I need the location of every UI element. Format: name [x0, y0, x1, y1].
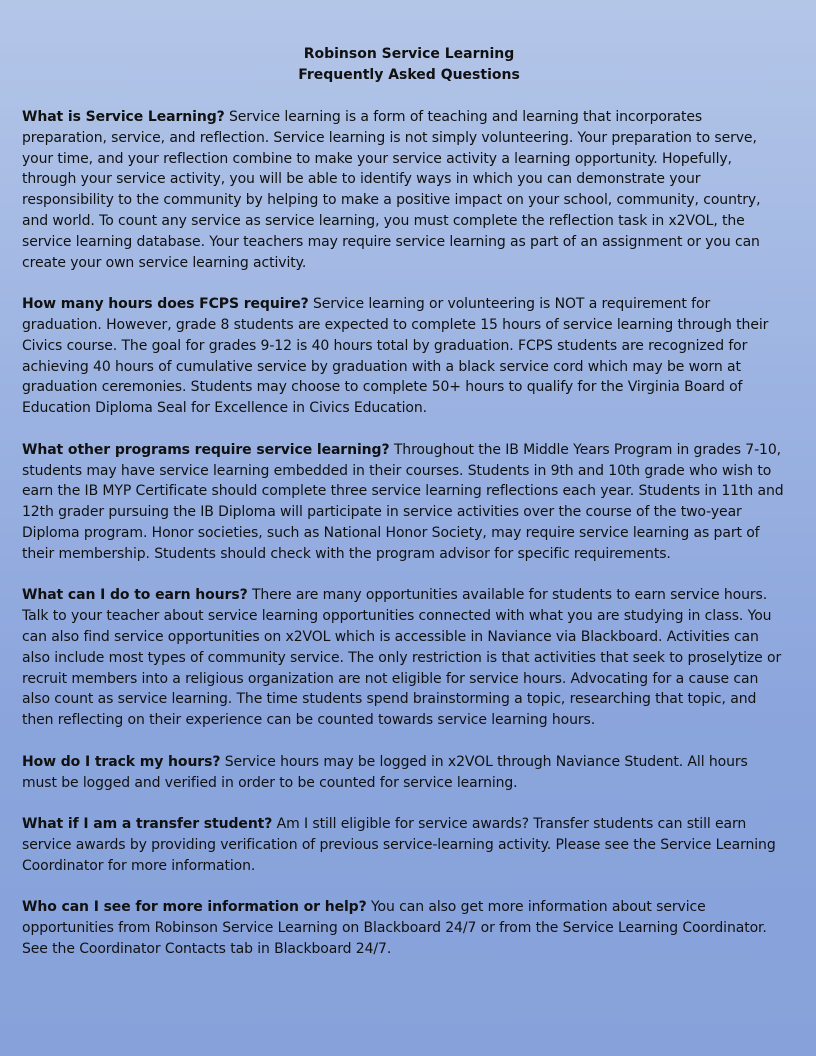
document-title: Robinson Service Learning: [303, 46, 515, 62]
document-header: [22, 44, 786, 86]
faq-question: What other programs require service learning?: [22, 441, 390, 458]
faq-item-more-information: [22, 897, 786, 959]
faq-answer: There are many opportunities available for students to earn service hours. Talk to your teacher about service learning opportunities connected with what you are studying in class. You can also find service opportunities on x2VOL which is accessible in Naviance via Blackboard. Activities can also include most types of community service. The only restriction is that activities that seek to proselytize or recruit members into a religious organization are not eligible for service hours. Advocating for a cause can also count as service learning. The time students spend brainstorming a topic, researching that topic, and then reflecting on their experience can be counted towards service learning hours.: [22, 587, 782, 729]
faq-question: Who can I see for more information or help?: [22, 899, 367, 916]
faq-question: How many hours does FCPS require?: [22, 296, 309, 313]
faq-question: What is Service Learning?: [22, 109, 225, 125]
faq-question: What can I do to earn hours?: [22, 587, 248, 604]
faq-answer: Am I still eligible for service awards? Transfer students can still earn service awards by providing verification of previous service-learning activity. Please see the Service Learning Coordinator for more information.: [22, 816, 776, 874]
faq-item-earn-hours: [22, 585, 786, 731]
faq-answer: Service learning or volunteering is NOT a requirement for graduation. However, grade 8 students are expected to complete 15 hours of service learning through their Civics course. The goal for grades 9-12 is 40 hours total by graduation. FCPS students are recognized for achieving 40 hours of cumulative service by graduation with a black service cord which may be worn at graduation ceremonies. Students may choose to complete 50+ hours to qualify for the Virginia Board of Education Diploma Seal for Excellence in Civics Education.: [22, 296, 769, 417]
faq-item-fcps-hours: [22, 294, 786, 419]
faq-question: How do I track my hours?: [22, 753, 221, 770]
faq-item-track-hours: [22, 752, 786, 794]
faq-answer: Service learning is a form of teaching and learning that incorporates preparation, service, and reflection. Service learning is not simply volunteering. Your preparation to serve, your time, and your reflection combine to make your service activity a learning opportunity. Hopefully, through your service activity, you will be able to identify ways in which you can demonstrate your responsibility to the community by helping to make a positive impact on your school, community, country, and world. To count any service as service learning, you must complete the reflection task in x2VOL, the service learning database. Your teachers may require service learning as part of an assignment or you can create your own service learning activity.: [22, 109, 761, 271]
faq-item-other-programs: [22, 440, 786, 565]
faq-answer: Throughout the IB Middle Years Program in grades 7-10, students may have service learning embedded in their courses. Students in 9th and 10th grade who wish to earn the IB MYP Certificate should complete three service learning reflections each year. Students in 11th and 12th grader pursuing the IB Diploma will participate in service activities over the course of the two-year Diploma program. Honor societies, such as National Honor Society, may require service learning as part of their membership. Students should check with the program advisor for specific requirements.: [22, 441, 784, 562]
document-subtitle: Frequently Asked Questions: [298, 67, 520, 83]
faq-answer: Service hours may be logged in x2VOL through Naviance Student. All hours must be logged and verified in order to be counted for service learning.: [22, 753, 748, 791]
faq-question: What if I am a transfer student?: [22, 816, 273, 833]
faq-answer: You can also get more information about service opportunities from Robinson Service Learning on Blackboard 24/7 or from the Service Learning Coordinator. See the Coordinator Contacts tab in Blackboard 24/7.: [22, 899, 767, 957]
faq-item-what-is-service-learning: [22, 107, 786, 273]
faq-item-transfer-student: [22, 814, 786, 876]
